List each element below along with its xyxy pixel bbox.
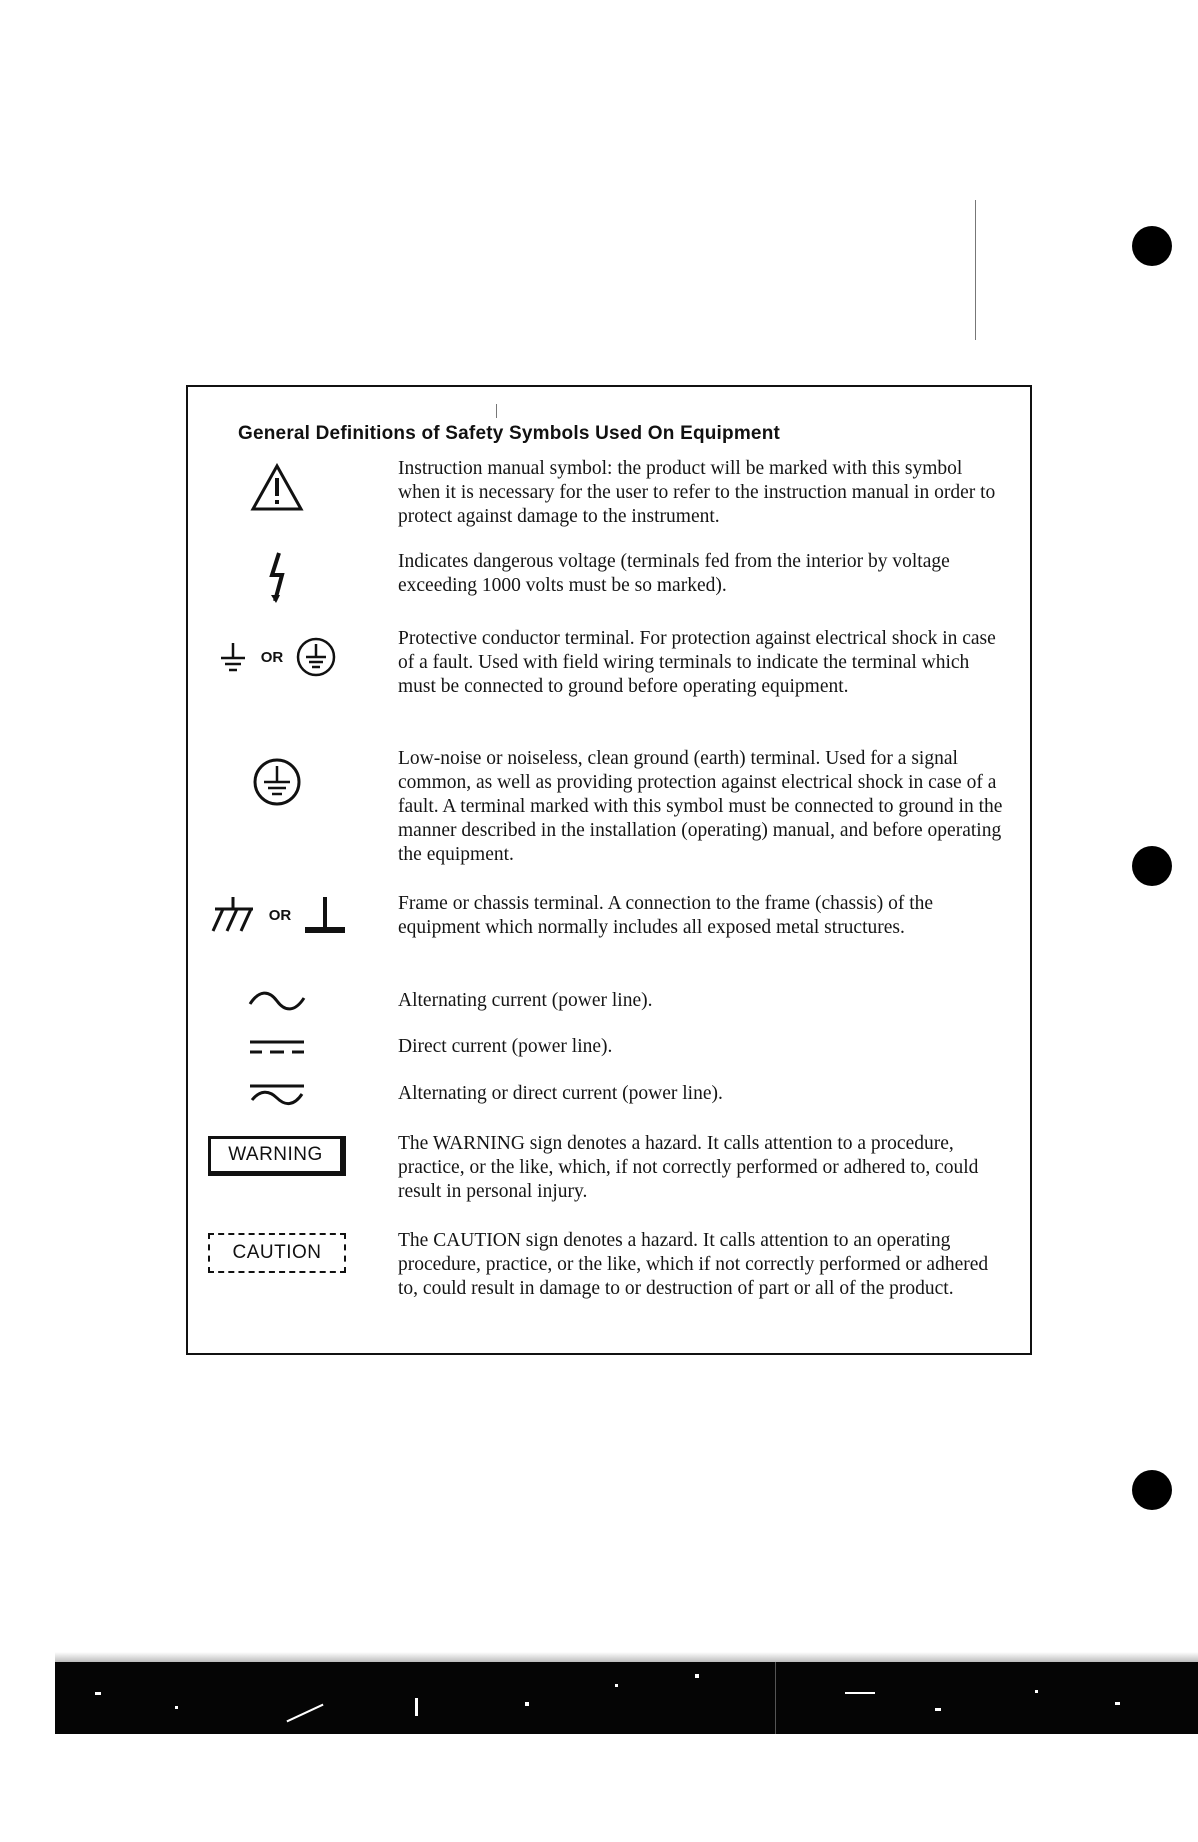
definition-text: The WARNING sign denotes a hazard. It calls attention to a procedure, practice, or the like, which, if not correctly performed or adhered to, could result in personal injury. — [398, 1133, 979, 1202]
binder-hole-middle — [1132, 846, 1172, 886]
clean-ground-icon — [202, 747, 352, 817]
alternating-current-icon — [202, 987, 352, 1015]
warning-sign: WARNING — [208, 1136, 346, 1176]
protective-ground-icon — [202, 627, 352, 687]
definition-text: Low-noise or noiseless, clean ground (earth) terminal. Used for a signal common, as well as providing protection against electrical shock in case of a fault. A terminal marked with this symbol must be connected to ground in the manner described in the installation (operating) manual, and before operating the equipment. — [398, 748, 1003, 865]
definition-text: The CAUTION sign denotes a hazard. It calls attention to an operating procedure, practice, or the like, which if not correctly performed or adhered to, could result in damage to or destruction of part or all of the product. — [398, 1230, 989, 1299]
caution-sign: CAUTION — [208, 1233, 346, 1273]
scan-edge — [55, 1652, 1198, 1662]
direct-current-icon — [202, 1033, 352, 1061]
instruction-manual-warning-triangle-icon — [202, 457, 352, 519]
caution-sign-icon — [202, 1229, 352, 1277]
warning-sign-icon — [202, 1132, 352, 1180]
definition-text: Direct current (power line). — [398, 1036, 613, 1057]
definition-text: Alternating or direct current (power line). — [398, 1083, 723, 1104]
definition-text: Indicates dangerous voltage (terminals fed from the interior by voltage exceeding 1000 volts must be so marked). — [398, 551, 950, 596]
dangerous-voltage-lightning-icon — [202, 550, 352, 606]
chassis-ground-icon — [202, 892, 352, 938]
definition-text: Alternating current (power line). — [398, 990, 653, 1011]
binder-hole-bottom — [1132, 1470, 1172, 1510]
ac-or-dc-icon — [202, 1080, 352, 1110]
or-label: OR — [268, 906, 292, 924]
binder-hole-top — [1132, 226, 1172, 266]
safety-symbols-panel — [186, 385, 1032, 1355]
definition-text: Protective conductor terminal. For protection against electrical shock in case of a fault. Used with field wiring terminals to indicate the terminal which must be connected to ground before operating equipment. — [398, 628, 996, 697]
scan-mark — [975, 200, 976, 340]
definition-text: Frame or chassis terminal. A connection to the frame (chassis) of the equipment which normally includes all exposed metal structures. — [398, 893, 934, 938]
or-label: OR — [260, 648, 284, 666]
definition-text: Instruction manual symbol: the product will be marked with this symbol when it is necessary for the user to refer to the instruction manual in order to protect against damage to the instrument. — [398, 458, 996, 527]
scan-noise-strip — [55, 1662, 1198, 1734]
panel-title: General Definitions of Safety Symbols Used On Equipment — [238, 423, 781, 444]
